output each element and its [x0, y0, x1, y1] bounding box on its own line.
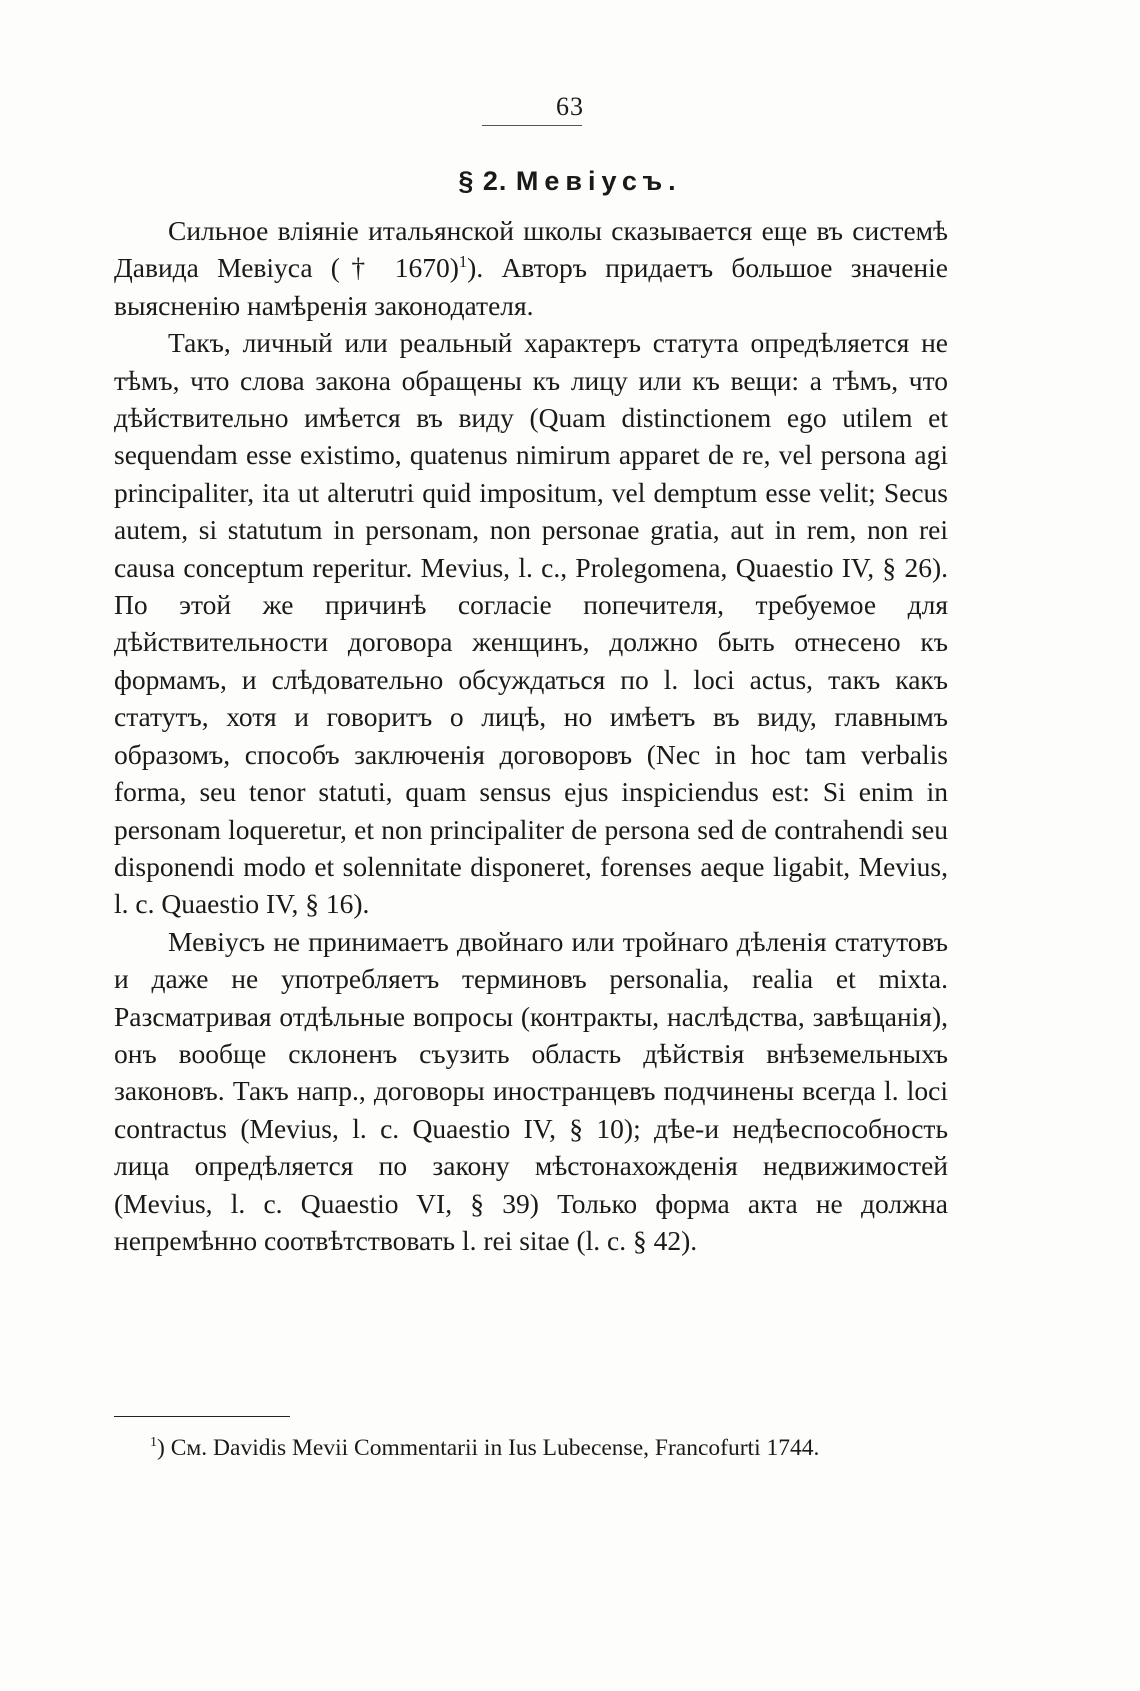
footnote-text: ) См. Davidis Mevii Commentarii in Ius Lubecense, Francofurti 1744.	[157, 1435, 820, 1461]
section-heading	[0, 166, 1140, 197]
page-number: 63	[556, 92, 584, 121]
section-title: Мевiусъ.	[515, 166, 682, 196]
footnote	[150, 1433, 950, 1463]
paragraph-2: Такъ, личный или реальный характеръ статута опредѣляется не тѣмъ, что слова закона обращены къ лицу или къ вещи: а тѣмъ, что дѣйствительно имѣется въ виду (Quam distinctionem ego utilem et sequendam esse existimo, quatenus nimirum apparet de re, vel persona agi principaliter, ita ut alterutri quid impositum, vel demptum esse velit; Secus autem, si statutum in personam, non personae gratia, aut in rem, non rei causa conceptum reperitur. Mevius, l. c., Prolegomena, Quaestio IV, § 26). По этой же причинѣ согласіе попечителя, требуемое для дѣйствительности договора женщинъ, должно быть отнесено къ формамъ, и слѣдовательно обсуждаться по l. loci actus, такъ какъ статутъ, хотя и говоритъ о лицѣ, но имѣетъ въ виду, главнымъ образомъ, способъ заключенія договоровъ (Nec in hoc tam verbalis forma, seu tenor statuti, quam sensus ejus inspiciendus est: Si enim in personam loqueretur, et non principaliter de persona sed de contrahendi seu disponendi modo et solennitate disponeret, forenses aeque ligabit, Mevius, l. c. Quaestio IV, § 16).	[114, 327, 948, 920]
paragraph-3: Мевіусъ не принимаетъ двойнаго или тройнаго дѣленія статутовъ и даже не употребляетъ терминовъ personalia, realia et mixta. Разсматривая отдѣльные вопросы (контракты, наслѣдства, завѣщанія), онъ вообще склоненъ съузить область дѣйствія внѣземельныхъ законовъ. Такъ напр., договоры иностранцевъ подчинены всегда l. loci contractus (Mevius, l. c. Quaestio IV, § 10); дѣе-и недѣеспособность лица опредѣляется по закону мѣстонахожденія недвижимостей (Mevius, l. c. Quaestio VI, § 39) Только форма акта не должна непремѣнно соотвѣтствовать l. rei sitae (l. c. § 42).	[114, 925, 948, 1256]
section-number: § 2.	[458, 166, 508, 196]
footnote-marker: 1	[150, 1434, 158, 1451]
footnote-rule	[114, 1416, 290, 1417]
paragraph-1	[114, 212, 948, 324]
paragraph-1-text-cont: ). Авторъ придаетъ большое значеніе выясненію намѣренія законодателя.	[114, 252, 948, 321]
footnote-reference: 1	[458, 252, 468, 272]
body-text	[114, 212, 948, 1259]
paragraph-1-text: Сильное вліяніе итальянской школы сказывается еще въ системѣ Давида Мевіуса († 1670)	[114, 215, 948, 284]
page-number-rule	[482, 125, 582, 126]
